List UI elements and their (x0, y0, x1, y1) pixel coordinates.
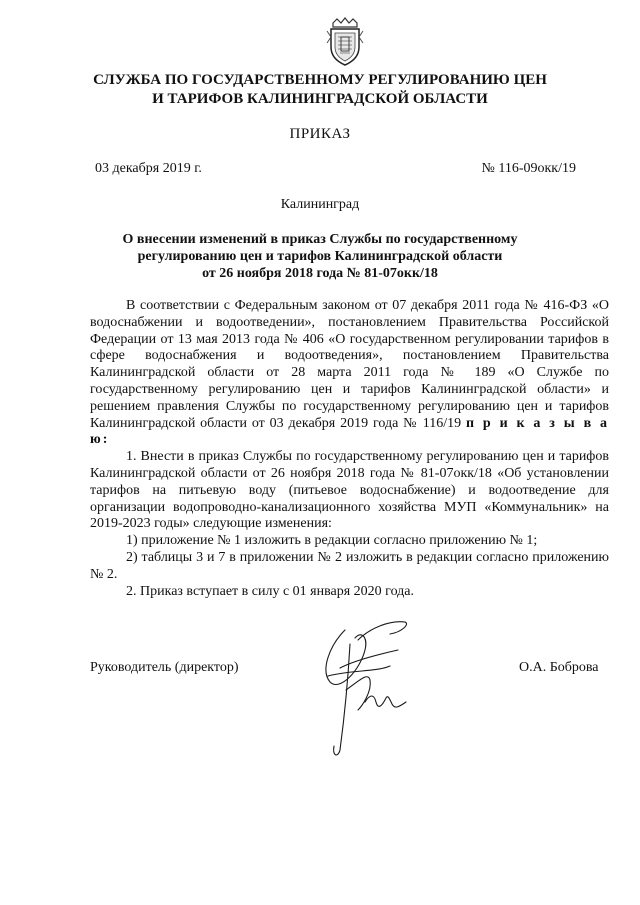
order-word: п р и к а з ы в а ю: (90, 415, 610, 448)
subject-line1: О внесении изменений в приказ Службы по государственному (122, 232, 518, 247)
signer-position: Руководитель (директор) (90, 660, 239, 675)
document-date: 03 декабря 2019 г. (95, 161, 202, 176)
item-1-2: 2) таблицы 3 и 7 в приложении № 2 изложить в редакции согласно приложению № 2. (90, 549, 609, 582)
document-city: Калининград (280, 197, 360, 212)
item-1: 1. Внести в приказ Службы по государственному регулированию цен и тарифов Калининградской области от 26 ноября 2018 года № 81-07окк/18 «Об установлении тарифов на питьевую воду (питьевое водоснабжение) и водоотведение для организации водопроводно-канализационного хозяйства МУП «Коммунальник» на 2019-2023 годы» следующие изменения: (90, 449, 609, 532)
organization-name-line1: СЛУЖБА ПО ГОСУДАРСТВЕННОМУ РЕГУЛИРОВАНИЮ ЦЕН (93, 72, 547, 88)
document-subject (90, 231, 550, 282)
item-1-1: 1) приложение № 1 изложить в редакции согласно приложению № 1; (126, 533, 538, 549)
handwritten-signature (310, 610, 420, 760)
organization-name-line2: И ТАРИФОВ КАЛИНИНГРАДСКОЙ ОБЛАСТИ (152, 91, 488, 107)
item-2: 2. Приказ вступает в силу с 01 января 2020 года. (126, 583, 415, 599)
document-number: № 116-09окк/19 (481, 161, 576, 176)
organization-name (60, 71, 580, 109)
document-body (90, 298, 609, 600)
coat-of-arms-emblem (325, 17, 365, 67)
preamble-text: В соответствии с Федеральным законом от 07 декабря 2011 года № 416-ФЗ «О водоснабжении и водоотведении», постановлением Правительства Российской Федерации от 13 мая 2013 года № 406 «О государственном регулировании тарифов в сфере водоснабжения и водоотведения», постановлением Правительства Калининградской области от 28 марта 2011 года № 189 «О Службе по государственному регулированию цен и тарифов Калининградской области» и решением правления Службы по государственному регулированию цен и тарифов Калининградской области от 03 декабря 2019 года № 116/19 (90, 298, 609, 431)
document-type: ПРИКАЗ (289, 126, 351, 142)
signer-name: О.А. Боброва (519, 660, 599, 675)
preamble-paragraph (90, 298, 609, 449)
subject-line3: от 26 ноября 2018 года № 81-07окк/18 (202, 266, 438, 281)
subject-line2: регулированию цен и тарифов Калининградской области (137, 249, 503, 264)
